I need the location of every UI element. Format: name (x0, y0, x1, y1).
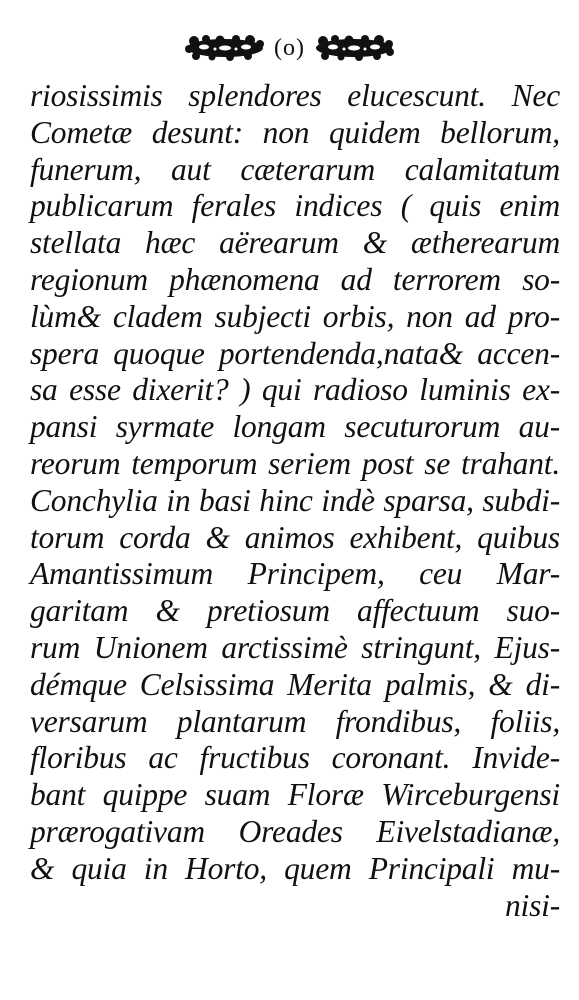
text-line: garitam & pretiosum affectuum suo- (30, 593, 560, 629)
text-line: versarum plantarum frondibus, foliis, (30, 703, 560, 739)
right-fleuron-icon (313, 35, 395, 61)
left-fleuron-icon (184, 35, 266, 61)
text-line: & quia in Horto, quem Principali mu- (30, 850, 560, 886)
text-line: rum Unionem arctissimè stringunt, Ejus- (30, 629, 560, 665)
text-line: prærogativam Oreades Eivelstadianæ, (30, 813, 560, 849)
text-line: Amantissimum Principem, ceu Mar- (30, 556, 560, 592)
text-line: démque Celsissima Merita palmis, & di- (30, 666, 560, 702)
text-line: regionum phænomena ad terrorem so- (30, 261, 560, 297)
text-line: pansi syrmate longam secuturorum au- (30, 409, 560, 445)
text-line: Conchylia in basi hinc indè sparsa, subdi- (30, 482, 560, 518)
body-text (30, 78, 560, 924)
text-line: torum corda & animos exhibent, quibus (30, 519, 560, 555)
text-line: riosissimis splendores elucescunt. Nec (30, 78, 560, 113)
text-line: funerum, aut cæterarum calamitatum (30, 151, 560, 187)
page-header (0, 30, 579, 66)
text-line: stellata hæc aërearum & ætherearum (30, 225, 560, 261)
catchword: nisi- (504, 887, 560, 923)
text-line: floribus ac fructibus coronant. Invide- (30, 740, 560, 776)
text-line: bant quippe suam Floræ Wirceburgensi (30, 777, 560, 813)
text-line: Cometæ desunt: non quidem bellorum, (30, 114, 560, 150)
page-number: (o) (274, 34, 305, 61)
text-line: reorum temporum seriem post se trahant. (30, 445, 560, 481)
text-line: lùm& cladem subjecti orbis, non ad pro- (30, 298, 560, 334)
text-line: publicarum ferales indices ( quis enim (30, 188, 560, 224)
text-line: spera quoque portendenda,nata& accen- (30, 335, 560, 371)
text-line: sa esse dixerit? ) qui radioso luminis ex- (30, 372, 560, 408)
